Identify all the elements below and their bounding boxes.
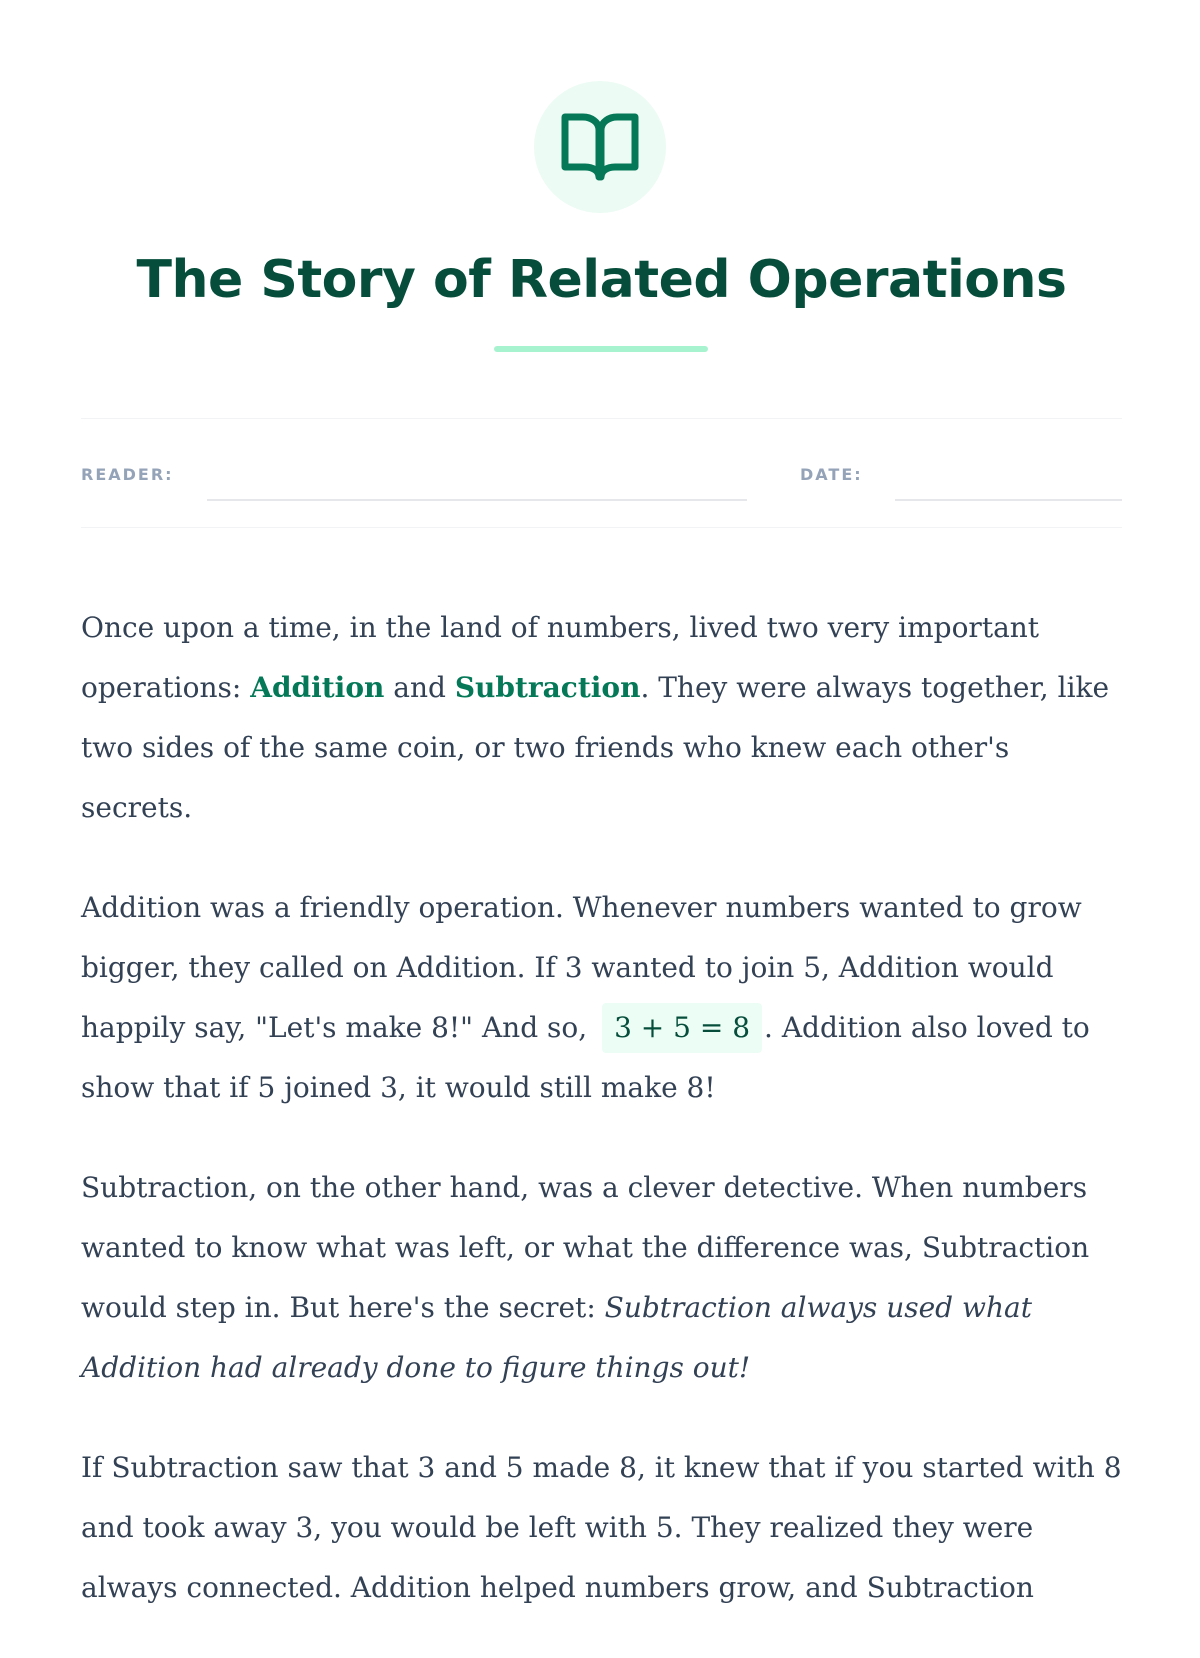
reader-date-fields bbox=[81, 418, 1122, 528]
story-paragraph-4: If Subtraction saw that 3 and 5 made 8, it knew that if you started with 8 and took away 3, you would be left with 5. They realized they were always connected. Addition helped numbers grow, and Subtraction bbox=[81, 1451, 1122, 1604]
date-label: DATE: bbox=[800, 465, 863, 484]
term-addition: Addition bbox=[250, 671, 385, 704]
reader-input-line[interactable] bbox=[207, 499, 747, 501]
secret-emphasis: Subtraction always used what Addition had already done to figure things out! bbox=[81, 1291, 1032, 1384]
story-paragraph-2: Addition was a friendly operation. Whenever numbers wanted to grow bigger, they called on Addition. If 3 wanted to join 5, Addition would happily say, "Let's make 8!" And so, 3 + 5 = 8 . Addition also loved to show that if 5 joined 3, it would still make 8! bbox=[81, 891, 1090, 1104]
date-input-line[interactable] bbox=[895, 499, 1122, 501]
reader-label: READER: bbox=[81, 465, 174, 484]
open-book-icon bbox=[561, 111, 639, 183]
story-text bbox=[81, 598, 1122, 1658]
story-paragraph-3: Subtraction, on the other hand, was a clever detective. When numbers wanted to know what was left, or what the difference was, Subtraction would step in. But here's the secret: Subtraction always used what Addition had already done to figure things out! bbox=[81, 1171, 1090, 1384]
page-title: The Story of Related Operations bbox=[136, 250, 1067, 310]
title-underline bbox=[494, 346, 708, 352]
book-icon-badge bbox=[534, 81, 666, 213]
equation-badge: 3 + 5 = 8 bbox=[602, 1003, 762, 1053]
term-subtraction: Subtraction bbox=[454, 671, 641, 704]
story-paragraph-1: Once upon a time, in the land of numbers, lived two very important operations: Addition and Subtraction. They were always together, like two sides of the same coin, or two friends who knew each other's secrets. bbox=[81, 611, 1110, 824]
